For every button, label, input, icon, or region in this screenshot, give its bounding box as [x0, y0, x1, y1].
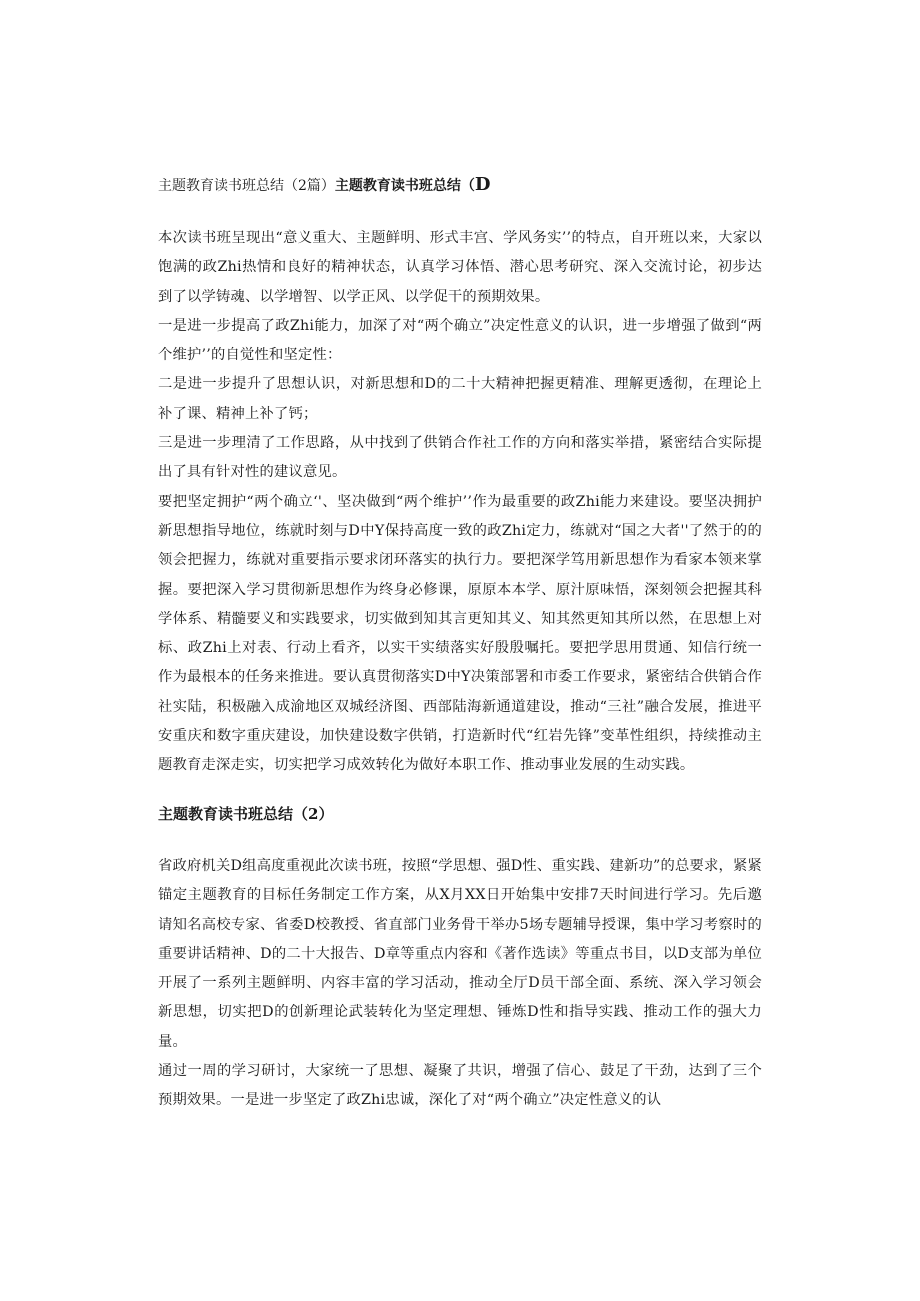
- title-part-2: 主题教育读书班总结（: [334, 178, 475, 194]
- section-2-heading: 主题教育读书班总结（2）: [158, 805, 334, 823]
- section-1-paragraph-requirements: 要把坚定拥护“两个确立‘'、坚决做到“两个维护’’作为最重要的政Zhi能力来建设。要坚决拥护新思想指导地位，练就时刻与D中Y保持高度一致的政Zhi定力，练就对“国之大者''了然于的的领会把握力，练就对重要指示要求闭环落实的执行力。要把深学笃用新思想作为看家本领来掌握。要把深入学习贯彻新思想作为终身必修课，原原本本学、原汁原味悟，深刻领会把握其科学体系、精髓要义和实践要求，切实做到知其言更知其义、知其然更知其所以然，在思想上对标、政Zhi上对表、行动上看齐，以实干实绩落实好殷殷嘱托。要把学思用贯通、知信行统一作为最根本的任务来推进。要认真贯彻落实D中Y决策部署和市委工作要求，紧密结合供销合作社实陆，积极融入成渝地区双城经济图、西部陆海新通道建设，推动“三社”融合发展，推进平安重庆和数字重庆建设，加快建设数字供销，打造新时代“红岩先锋”变革性组织，持续推动主题教育走深走实，切实把学习成效转化为做好本职工作、推动事业发展的生动实践。: [158, 493, 762, 774]
- section-2-paragraph-effects: 通过一周的学习研讨，大家统一了思想、凝聚了共识，增强了信心、鼓足了干劲，达到了三个预期效果。一是进一步坚定了政Zhi忠诚，深化了对“两个确立”决定性意义的认: [158, 1063, 762, 1109]
- section-2-body: [158, 852, 762, 1116]
- document-title: [158, 172, 778, 199]
- section-1-paragraph-intro: 本次读书班呈现出“意义重大、主题鲜明、形式丰宫、学风务实’’的特点，自开班以来，大家以饱满的政Zhi热情和良好的精神状态，认真学习体悟、潜心思考研究、深入交流讨论，初步达到了以学铸魂、以学增智、以学正风、以学促干的预期效果。: [158, 230, 762, 305]
- title-part-1: 主题教育读书班总结（2篇）: [158, 178, 335, 194]
- section-2-paragraph-arrangement: 省政府机关D组高度重视此次读书班，按照“学思想、强D性、重实践、建新功”的总要求，紧紧锚定主题教育的目标任务制定工作方案，从X月XX日开始集中安排7天时间进行学习。先后邀请知名高校专家、省委D校教授、省直部门业务骨干举办5场专题辅导授课，集中学习考察时的重要讲话精神、D的二十大报告、D章等重点内容和《著作选读》等重点书目，以D支部为单位开展了一系列主题鲜明、内容丰富的学习活动，推动全厅D员干部全面、系统、深入学习领会新思想，切实把D的创新理论武装转化为坚定理想、锤炼D性和指导实践、推动工作的强大力量。: [158, 858, 762, 1050]
- section-1-paragraph-point-1: 一是进一步提高了政Zhi能力，加深了对“两个确立”决定性意义的认识，进一步增强了做到“两个维护’’的自觉性和坚定性：: [158, 317, 762, 364]
- section-1-body: [158, 224, 762, 781]
- section-1-paragraph-point-2: 二是进一步提升了思想认识，对新思想和D的二十大精神把握更精准、理解更透彻，在理论上补了课、精神上补了钙；: [158, 376, 762, 422]
- title-part-3: D: [474, 174, 491, 195]
- section-1-paragraph-point-3: 三是进一步理清了工作思路，从中找到了供销合作社工作的方向和落实举措，紧密结合实际提出了具有针对性的建议意见。: [158, 435, 762, 481]
